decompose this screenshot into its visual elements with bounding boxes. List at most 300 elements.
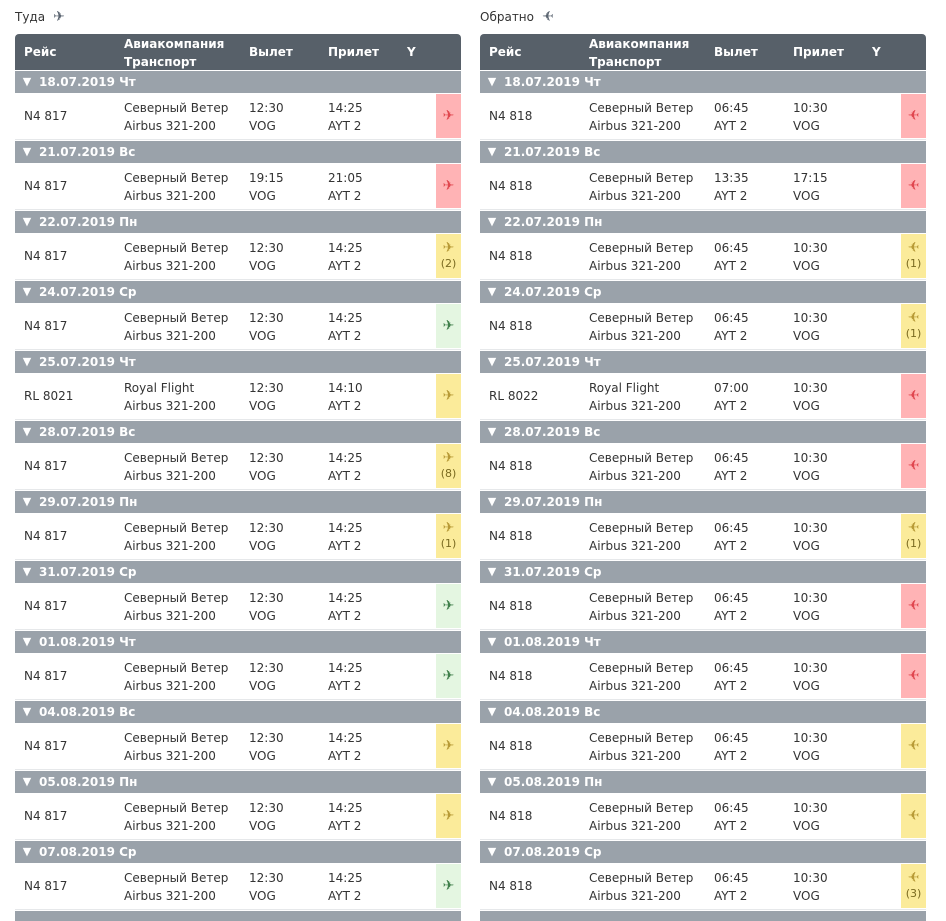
flight-row[interactable] bbox=[15, 863, 461, 910]
chevron-down-icon[interactable]: ▼ bbox=[22, 845, 32, 858]
departure-airport: VOG bbox=[249, 819, 276, 833]
departure-airport: AYT 2 bbox=[714, 609, 748, 623]
date-group-header[interactable] bbox=[15, 141, 461, 163]
flight-code: N4 817 bbox=[24, 599, 68, 613]
airplane-icon: ✈ bbox=[907, 178, 920, 194]
date-label: 25.07.2019 Чт bbox=[39, 355, 136, 369]
arrival-time: 14:25 bbox=[328, 101, 363, 115]
airplane-icon: ✈ bbox=[907, 738, 920, 754]
flight-row[interactable] bbox=[480, 93, 926, 140]
chevron-down-icon[interactable]: ▼ bbox=[487, 845, 497, 858]
date-group-header[interactable] bbox=[480, 491, 926, 513]
aircraft-type: Airbus 321-200 bbox=[124, 749, 216, 763]
col-airline-label: Авиакомпания bbox=[589, 37, 690, 51]
airplane-icon: ✈ bbox=[442, 108, 455, 124]
seat-status-green[interactable] bbox=[436, 584, 461, 628]
arrival-time: 10:30 bbox=[793, 101, 828, 115]
date-label: 18.07.2019 Чт bbox=[39, 75, 136, 89]
date-group-header[interactable] bbox=[480, 561, 926, 583]
aircraft-type: Airbus 321-200 bbox=[589, 819, 681, 833]
seat-status-yellow[interactable] bbox=[436, 724, 461, 768]
arrival-time: 14:25 bbox=[328, 311, 363, 325]
date-group-header[interactable] bbox=[15, 421, 461, 443]
flight-row[interactable] bbox=[15, 583, 461, 630]
airline-name: Северный Ветер bbox=[589, 731, 694, 745]
arrival-airport: VOG bbox=[793, 189, 820, 203]
flight-row[interactable] bbox=[15, 653, 461, 700]
seat-status-yellow[interactable] bbox=[436, 444, 461, 488]
flight-code: N4 818 bbox=[489, 739, 533, 753]
seat-status-yellow[interactable] bbox=[901, 864, 926, 908]
aircraft-type: Airbus 321-200 bbox=[589, 539, 681, 553]
chevron-down-icon[interactable]: ▼ bbox=[22, 425, 32, 438]
airline-name: Северный Ветер bbox=[124, 451, 229, 465]
arrival-airport: AYT 2 bbox=[328, 539, 362, 553]
departure-time: 12:30 bbox=[249, 731, 284, 745]
date-group-header[interactable] bbox=[15, 631, 461, 653]
date-group-header[interactable] bbox=[480, 771, 926, 793]
chevron-down-icon[interactable]: ▼ bbox=[487, 635, 497, 648]
flight-code: N4 818 bbox=[489, 179, 533, 193]
airplane-icon: ✈ bbox=[907, 310, 920, 326]
seat-status-red[interactable] bbox=[901, 374, 926, 418]
col-airline-label: Авиакомпания bbox=[124, 37, 225, 51]
departure-airport: VOG bbox=[249, 259, 276, 273]
airplane-icon: ✈ bbox=[907, 108, 920, 124]
departure-time: 12:30 bbox=[249, 241, 284, 255]
date-group-header[interactable] bbox=[480, 71, 926, 93]
chevron-down-icon[interactable]: ▼ bbox=[487, 565, 497, 578]
airline-name: Северный Ветер bbox=[589, 591, 694, 605]
departure-time: 12:30 bbox=[249, 451, 284, 465]
flight-code: N4 818 bbox=[489, 319, 533, 333]
flight-row[interactable] bbox=[480, 583, 926, 630]
date-group-header[interactable] bbox=[15, 71, 461, 93]
airplane-icon: ✈ bbox=[442, 318, 455, 334]
flight-code: RL 8022 bbox=[489, 389, 539, 403]
departure-time: 06:45 bbox=[714, 731, 749, 745]
chevron-down-icon[interactable]: ▼ bbox=[487, 495, 497, 508]
arrival-airport: VOG bbox=[793, 329, 820, 343]
date-label: 18.07.2019 Чт bbox=[504, 75, 601, 89]
seat-count: (2) bbox=[440, 257, 457, 270]
arrival-time: 14:25 bbox=[328, 241, 363, 255]
date-label: 31.07.2019 Ср bbox=[39, 565, 137, 579]
date-label: 28.07.2019 Вс bbox=[39, 425, 136, 439]
chevron-down-icon[interactable]: ▼ bbox=[487, 425, 497, 438]
seat-status-red[interactable] bbox=[436, 94, 461, 138]
arrival-airport: AYT 2 bbox=[328, 819, 362, 833]
flight-code: N4 818 bbox=[489, 529, 533, 543]
departure-time: 13:35 bbox=[714, 171, 749, 185]
departure-time: 06:45 bbox=[714, 241, 749, 255]
date-group-header[interactable] bbox=[480, 141, 926, 163]
outbound-title-bar bbox=[15, 0, 461, 34]
departure-airport: VOG bbox=[249, 119, 276, 133]
flight-code: N4 817 bbox=[24, 529, 68, 543]
seat-status-green[interactable] bbox=[436, 654, 461, 698]
arrival-time: 14:25 bbox=[328, 451, 363, 465]
date-label: 05.08.2019 Пн bbox=[39, 775, 138, 789]
date-group-header[interactable] bbox=[15, 281, 461, 303]
flight-code: RL 8021 bbox=[24, 389, 74, 403]
seat-count: (1) bbox=[440, 537, 457, 550]
airplane-icon: ✈ bbox=[542, 9, 554, 25]
return-title: Обратно bbox=[480, 10, 534, 24]
flight-code: N4 818 bbox=[489, 109, 533, 123]
seat-status-red[interactable] bbox=[901, 164, 926, 208]
seat-status-yellow[interactable] bbox=[901, 724, 926, 768]
departure-airport: AYT 2 bbox=[714, 399, 748, 413]
departure-time: 06:45 bbox=[714, 451, 749, 465]
arrival-time: 10:30 bbox=[793, 731, 828, 745]
seat-status-red[interactable] bbox=[901, 584, 926, 628]
departure-airport: AYT 2 bbox=[714, 189, 748, 203]
seat-status-yellow[interactable] bbox=[901, 794, 926, 838]
airline-name: Северный Ветер bbox=[124, 101, 229, 115]
chevron-down-icon[interactable]: ▼ bbox=[22, 75, 32, 88]
flight-row[interactable] bbox=[15, 93, 461, 140]
airplane-icon: ✈ bbox=[442, 520, 455, 536]
col-departure-header: Вылет bbox=[249, 45, 293, 59]
flight-code: N4 818 bbox=[489, 249, 533, 263]
departure-airport: AYT 2 bbox=[714, 259, 748, 273]
outbound-panel bbox=[15, 0, 461, 921]
date-label: 28.07.2019 Вс bbox=[504, 425, 601, 439]
arrival-time: 14:25 bbox=[328, 731, 363, 745]
seat-status-yellow[interactable] bbox=[901, 514, 926, 558]
date-group-header[interactable] bbox=[480, 281, 926, 303]
table-tail bbox=[480, 911, 926, 921]
seat-status-red[interactable] bbox=[901, 444, 926, 488]
return-title-bar bbox=[480, 0, 926, 34]
col-class-header: Y bbox=[407, 45, 416, 59]
seat-status-green[interactable] bbox=[436, 864, 461, 908]
chevron-down-icon[interactable]: ▼ bbox=[487, 145, 497, 158]
arrival-time: 10:30 bbox=[793, 241, 828, 255]
flight-row[interactable] bbox=[15, 793, 461, 840]
chevron-down-icon[interactable]: ▼ bbox=[487, 285, 497, 298]
departure-time: 12:30 bbox=[249, 311, 284, 325]
arrival-time: 10:30 bbox=[793, 381, 828, 395]
airplane-icon: ✈ bbox=[442, 808, 455, 824]
outbound-title: Туда bbox=[15, 10, 46, 24]
airplane-icon: ✈ bbox=[907, 598, 920, 614]
aircraft-type: Airbus 321-200 bbox=[589, 679, 681, 693]
chevron-down-icon[interactable]: ▼ bbox=[487, 75, 497, 88]
date-group-header[interactable] bbox=[480, 841, 926, 863]
date-label: 24.07.2019 Ср bbox=[504, 285, 602, 299]
airline-name: Северный Ветер bbox=[589, 241, 694, 255]
departure-airport: VOG bbox=[249, 469, 276, 483]
aircraft-type: Airbus 321-200 bbox=[589, 399, 681, 413]
arrival-time: 10:30 bbox=[793, 661, 828, 675]
flight-code: N4 817 bbox=[24, 179, 68, 193]
airplane-icon: ✈ bbox=[442, 878, 455, 894]
flight-row[interactable] bbox=[480, 233, 926, 280]
seat-status-yellow[interactable] bbox=[436, 794, 461, 838]
date-label: 29.07.2019 Пн bbox=[504, 495, 603, 509]
departure-time: 06:45 bbox=[714, 311, 749, 325]
departure-time: 06:45 bbox=[714, 591, 749, 605]
flight-row[interactable] bbox=[15, 233, 461, 280]
airplane-icon: ✈ bbox=[907, 808, 920, 824]
flight-code: N4 818 bbox=[489, 879, 533, 893]
departure-time: 12:30 bbox=[249, 101, 284, 115]
arrival-time: 14:25 bbox=[328, 871, 363, 885]
departure-airport: VOG bbox=[249, 679, 276, 693]
date-label: 24.07.2019 Ср bbox=[39, 285, 137, 299]
date-group-header[interactable] bbox=[480, 701, 926, 723]
date-label: 07.08.2019 Ср bbox=[39, 845, 137, 859]
flight-code: N4 817 bbox=[24, 109, 68, 123]
airplane-icon: ✈ bbox=[907, 458, 920, 474]
airplane-icon: ✈ bbox=[442, 738, 455, 754]
airplane-icon: ✈ bbox=[442, 240, 455, 256]
chevron-down-icon[interactable]: ▼ bbox=[22, 355, 32, 368]
seat-status-yellow[interactable] bbox=[436, 374, 461, 418]
seat-status-green[interactable] bbox=[436, 304, 461, 348]
date-group-header[interactable] bbox=[480, 631, 926, 653]
flight-row[interactable] bbox=[480, 373, 926, 420]
outbound-table-header bbox=[15, 34, 461, 70]
col-airline-header bbox=[124, 34, 224, 71]
chevron-down-icon[interactable]: ▼ bbox=[22, 285, 32, 298]
flight-code: N4 817 bbox=[24, 739, 68, 753]
col-departure-header: Вылет bbox=[714, 45, 758, 59]
aircraft-type: Airbus 321-200 bbox=[124, 399, 216, 413]
arrival-time: 10:30 bbox=[793, 451, 828, 465]
chevron-down-icon[interactable]: ▼ bbox=[487, 215, 497, 228]
arrival-time: 10:30 bbox=[793, 801, 828, 815]
airline-name: Северный Ветер bbox=[589, 171, 694, 185]
chevron-down-icon[interactable]: ▼ bbox=[487, 355, 497, 368]
airplane-icon: ✈ bbox=[442, 598, 455, 614]
departure-airport: AYT 2 bbox=[714, 539, 748, 553]
flight-row[interactable] bbox=[480, 163, 926, 210]
arrival-time: 10:30 bbox=[793, 311, 828, 325]
chevron-down-icon[interactable]: ▼ bbox=[22, 705, 32, 718]
aircraft-type: Airbus 321-200 bbox=[124, 469, 216, 483]
seat-status-yellow[interactable] bbox=[901, 234, 926, 278]
arrival-airport: VOG bbox=[793, 399, 820, 413]
flight-code: N4 817 bbox=[24, 809, 68, 823]
date-label: 25.07.2019 Чт bbox=[504, 355, 601, 369]
flight-code: N4 817 bbox=[24, 459, 68, 473]
flight-row[interactable] bbox=[480, 723, 926, 770]
aircraft-type: Airbus 321-200 bbox=[589, 119, 681, 133]
flight-row[interactable] bbox=[480, 653, 926, 700]
col-arrival-header: Прилет bbox=[328, 45, 379, 59]
arrival-airport: AYT 2 bbox=[328, 189, 362, 203]
aircraft-type: Airbus 321-200 bbox=[589, 259, 681, 273]
seat-status-red[interactable] bbox=[901, 94, 926, 138]
seat-count: (1) bbox=[905, 537, 922, 550]
arrival-airport: AYT 2 bbox=[328, 399, 362, 413]
airplane-icon: ✈ bbox=[53, 9, 65, 25]
chevron-down-icon[interactable]: ▼ bbox=[487, 705, 497, 718]
flight-row[interactable] bbox=[15, 443, 461, 490]
table-tail bbox=[15, 911, 461, 921]
aircraft-type: Airbus 321-200 bbox=[124, 819, 216, 833]
airline-name: Royal Flight bbox=[589, 381, 660, 395]
arrival-time: 14:25 bbox=[328, 801, 363, 815]
arrival-airport: AYT 2 bbox=[328, 609, 362, 623]
flight-row[interactable] bbox=[15, 513, 461, 560]
chevron-down-icon[interactable]: ▼ bbox=[22, 145, 32, 158]
date-label: 05.08.2019 Пн bbox=[504, 775, 603, 789]
airline-name: Северный Ветер bbox=[589, 801, 694, 815]
col-transport-label: Транспорт bbox=[589, 55, 662, 69]
departure-time: 07:00 bbox=[714, 381, 749, 395]
arrival-time: 10:30 bbox=[793, 591, 828, 605]
departure-time: 06:45 bbox=[714, 521, 749, 535]
departure-airport: AYT 2 bbox=[714, 679, 748, 693]
departure-time: 06:45 bbox=[714, 661, 749, 675]
col-arrival-header: Прилет bbox=[793, 45, 844, 59]
date-label: 31.07.2019 Ср bbox=[504, 565, 602, 579]
airplane-icon: ✈ bbox=[442, 668, 455, 684]
date-group-header[interactable] bbox=[15, 211, 461, 233]
airline-name: Северный Ветер bbox=[589, 661, 694, 675]
chevron-down-icon[interactable]: ▼ bbox=[22, 775, 32, 788]
date-label: 29.07.2019 Пн bbox=[39, 495, 138, 509]
departure-airport: AYT 2 bbox=[714, 889, 748, 903]
airline-name: Северный Ветер bbox=[589, 871, 694, 885]
date-group-header[interactable] bbox=[15, 561, 461, 583]
airplane-icon: ✈ bbox=[442, 178, 455, 194]
chevron-down-icon[interactable]: ▼ bbox=[22, 215, 32, 228]
flight-code: N4 818 bbox=[489, 669, 533, 683]
date-label: 21.07.2019 Вс bbox=[39, 145, 136, 159]
airplane-icon: ✈ bbox=[907, 520, 920, 536]
departure-airport: VOG bbox=[249, 189, 276, 203]
date-group-header[interactable] bbox=[15, 491, 461, 513]
aircraft-type: Airbus 321-200 bbox=[589, 609, 681, 623]
airplane-icon: ✈ bbox=[442, 450, 455, 466]
outbound-table-body bbox=[15, 71, 461, 910]
date-group-header[interactable] bbox=[15, 771, 461, 793]
flight-row[interactable] bbox=[480, 793, 926, 840]
date-group-header[interactable] bbox=[15, 841, 461, 863]
flight-row[interactable] bbox=[15, 163, 461, 210]
flight-row[interactable] bbox=[480, 443, 926, 490]
arrival-airport: VOG bbox=[793, 819, 820, 833]
airline-name: Северный Ветер bbox=[124, 871, 229, 885]
departure-time: 06:45 bbox=[714, 871, 749, 885]
departure-airport: VOG bbox=[249, 329, 276, 343]
flight-row[interactable] bbox=[15, 303, 461, 350]
flight-row[interactable] bbox=[15, 723, 461, 770]
aircraft-type: Airbus 321-200 bbox=[589, 749, 681, 763]
return-panel bbox=[480, 0, 926, 921]
airline-name: Северный Ветер bbox=[124, 591, 229, 605]
date-group-header[interactable] bbox=[15, 701, 461, 723]
departure-airport: VOG bbox=[249, 749, 276, 763]
seat-count: (1) bbox=[905, 257, 922, 270]
airline-name: Северный Ветер bbox=[124, 801, 229, 815]
arrival-airport: AYT 2 bbox=[328, 259, 362, 273]
departure-airport: AYT 2 bbox=[714, 819, 748, 833]
date-group-header[interactable] bbox=[480, 421, 926, 443]
chevron-down-icon[interactable]: ▼ bbox=[487, 775, 497, 788]
seat-count: (1) bbox=[905, 327, 922, 340]
date-label: 04.08.2019 Вс bbox=[39, 705, 136, 719]
seat-status-yellow[interactable] bbox=[436, 234, 461, 278]
airline-name: Северный Ветер bbox=[589, 521, 694, 535]
date-label: 21.07.2019 Вс bbox=[504, 145, 601, 159]
airline-name: Северный Ветер bbox=[124, 521, 229, 535]
flight-code: N4 817 bbox=[24, 319, 68, 333]
flight-code: N4 818 bbox=[489, 459, 533, 473]
seat-status-red[interactable] bbox=[436, 164, 461, 208]
aircraft-type: Airbus 321-200 bbox=[589, 889, 681, 903]
aircraft-type: Airbus 321-200 bbox=[124, 189, 216, 203]
arrival-airport: AYT 2 bbox=[328, 889, 362, 903]
airline-name: Royal Flight bbox=[124, 381, 195, 395]
arrival-airport: AYT 2 bbox=[328, 469, 362, 483]
arrival-time: 10:30 bbox=[793, 521, 828, 535]
departure-airport: AYT 2 bbox=[714, 469, 748, 483]
date-group-header[interactable] bbox=[480, 211, 926, 233]
col-flight-header: Рейс bbox=[24, 45, 57, 59]
return-table-header bbox=[480, 34, 926, 70]
airline-name: Северный Ветер bbox=[124, 171, 229, 185]
arrival-airport: VOG bbox=[793, 889, 820, 903]
col-class-header: Y bbox=[872, 45, 881, 59]
arrival-airport: AYT 2 bbox=[328, 749, 362, 763]
departure-airport: VOG bbox=[249, 609, 276, 623]
date-group-header[interactable] bbox=[480, 351, 926, 373]
flight-row[interactable] bbox=[480, 863, 926, 910]
chevron-down-icon[interactable]: ▼ bbox=[22, 495, 32, 508]
airplane-icon: ✈ bbox=[442, 388, 455, 404]
flight-row[interactable] bbox=[480, 303, 926, 350]
aircraft-type: Airbus 321-200 bbox=[124, 119, 216, 133]
airline-name: Северный Ветер bbox=[124, 241, 229, 255]
airline-name: Северный Ветер bbox=[589, 451, 694, 465]
departure-time: 12:30 bbox=[249, 661, 284, 675]
date-group-header[interactable] bbox=[15, 351, 461, 373]
chevron-down-icon[interactable]: ▼ bbox=[22, 635, 32, 648]
airplane-icon: ✈ bbox=[907, 388, 920, 404]
seat-status-yellow[interactable] bbox=[436, 514, 461, 558]
aircraft-type: Airbus 321-200 bbox=[589, 189, 681, 203]
departure-time: 12:30 bbox=[249, 591, 284, 605]
arrival-airport: VOG bbox=[793, 539, 820, 553]
arrival-airport: VOG bbox=[793, 609, 820, 623]
flight-code: N4 817 bbox=[24, 669, 68, 683]
arrival-airport: VOG bbox=[793, 749, 820, 763]
departure-time: 12:30 bbox=[249, 521, 284, 535]
aircraft-type: Airbus 321-200 bbox=[589, 469, 681, 483]
departure-time: 19:15 bbox=[249, 171, 284, 185]
flight-row[interactable] bbox=[480, 513, 926, 560]
date-label: 22.07.2019 Пн bbox=[39, 215, 138, 229]
chevron-down-icon[interactable]: ▼ bbox=[22, 565, 32, 578]
seat-status-red[interactable] bbox=[901, 654, 926, 698]
flight-row[interactable] bbox=[15, 373, 461, 420]
flight-code: N4 817 bbox=[24, 249, 68, 263]
aircraft-type: Airbus 321-200 bbox=[124, 679, 216, 693]
seat-status-yellow[interactable] bbox=[901, 304, 926, 348]
date-label: 01.08.2019 Чт bbox=[39, 635, 136, 649]
departure-time: 12:30 bbox=[249, 871, 284, 885]
arrival-airport: AYT 2 bbox=[328, 679, 362, 693]
arrival-airport: AYT 2 bbox=[328, 119, 362, 133]
arrival-airport: VOG bbox=[793, 469, 820, 483]
airline-name: Северный Ветер bbox=[589, 311, 694, 325]
